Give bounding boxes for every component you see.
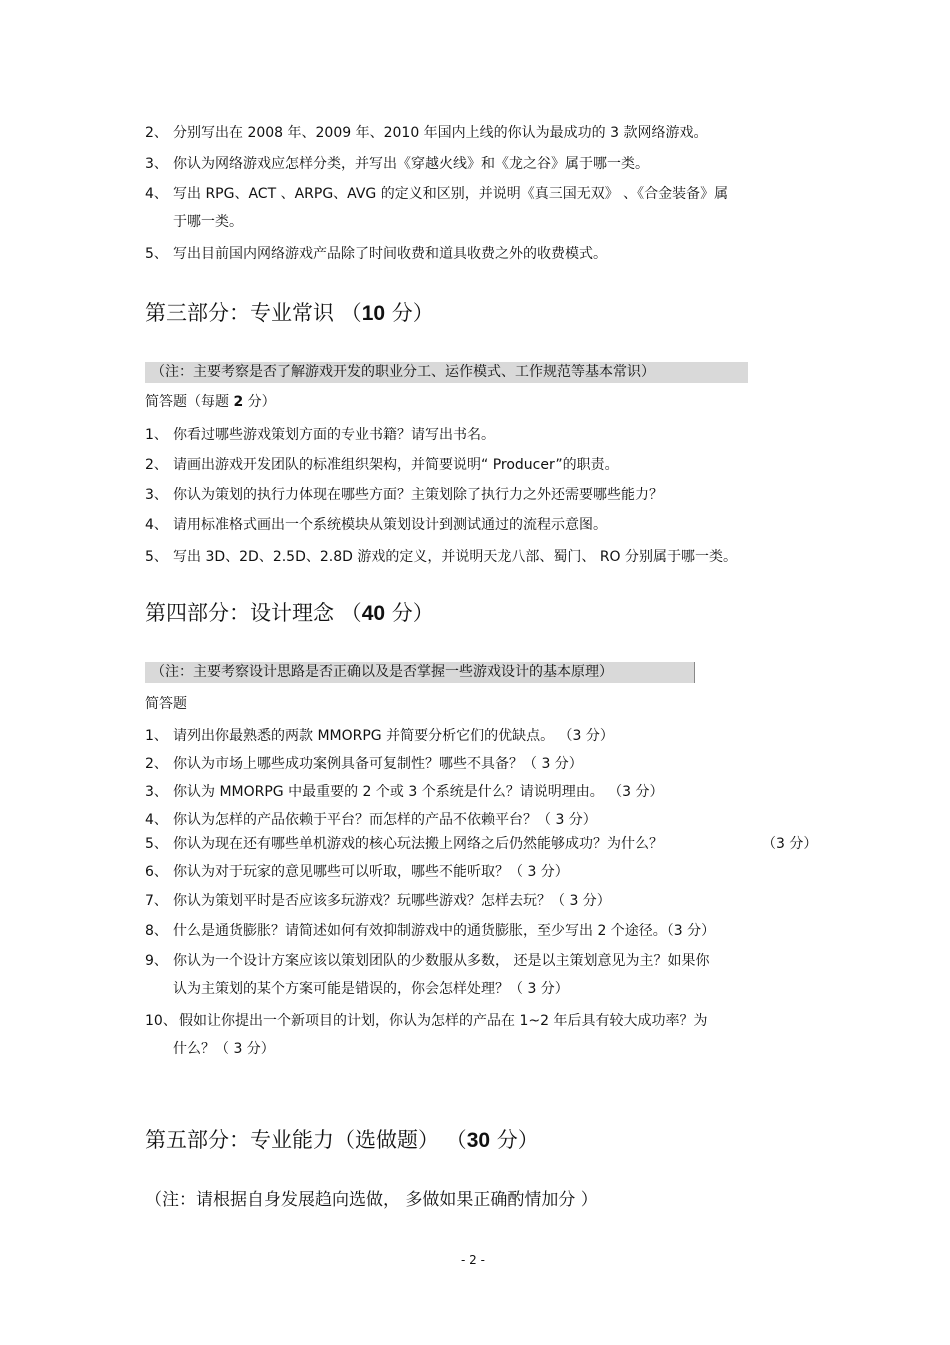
list-item: 3、 你认为 MMORPG 中最重要的 2 个或 3 个系统是什么？请说明理由。 （3 分）	[145, 784, 664, 800]
list-item: 5、 写出目前国内网络游戏产品除了时间收费和道具收费之外的收费模式。	[145, 246, 607, 262]
section-note: （注：主要考察是否了解游戏开发的职业分工、运作模式、工作规范等基本常识）	[145, 362, 748, 383]
list-item: 5、 写出 3D、2D、2.5D、2.8D 游戏的定义，并说明天龙八部、蜀门、 RO 分别属于哪一类。	[145, 549, 738, 565]
list-item: 4、 写出 RPG、ACT 、ARPG、AVG 的定义和区别，并说明《真三国无双》 、《合金装备》属	[145, 186, 729, 202]
list-item: 8、 什么是通货膨胀？请简述如何有效抑制游戏中的通货膨胀，至少写出 2 个途径。（3 分）	[145, 923, 716, 939]
section-subtitle: 简答题	[145, 696, 187, 712]
list-item: 10、 假如让你提出一个新项目的计划，你认为怎样的产品在 1~2 年后具有较大成功率？为	[145, 1013, 708, 1029]
list-item-continuation: 什么？（ 3 分）	[173, 1041, 275, 1057]
section-heading-part5: 第五部分：专业能力（选做题） （30 分）	[145, 1128, 539, 1152]
list-item: 4、 请用标准格式画出一个系统模块从策划设计到测试通过的流程示意图。	[145, 517, 607, 533]
section-note: （注：请根据自身发展趋向选做， 多做如果正确酌情加分 ）	[145, 1190, 598, 1210]
list-item: 6、 你认为对于玩家的意见哪些可以听取，哪些不能听取？（ 3 分）	[145, 864, 569, 880]
list-item: 2、 请画出游戏开发团队的标准组织架构，并简要说明“ Producer”的职责。	[145, 457, 619, 473]
list-item: 1、 请列出你最熟悉的两款 MMORPG 并简要分析它们的优缺点。 （3 分）	[145, 728, 614, 744]
list-item: 9、 你认为一个设计方案应该以策划团队的少数服从多数， 还是以主策划意见为主？如果你	[145, 953, 710, 969]
page-number: - 2 -	[461, 1253, 485, 1267]
list-item: 7、 你认为策划平时是否应该多玩游戏？玩哪些游戏？怎样去玩？（ 3 分）	[145, 893, 611, 909]
list-item: 4、 你认为怎样的产品依赖于平台？而怎样的产品不依赖平台？（ 3 分）	[145, 812, 597, 828]
item-score: （3 分）	[762, 836, 818, 852]
list-item: 5、 你认为现在还有哪些单机游戏的核心玩法搬上网络之后仍然能够成功？为什么？	[145, 836, 663, 852]
list-item: 1、 你看过哪些游戏策划方面的专业书籍？请写出书名。	[145, 427, 495, 443]
list-item: 2、 分别写出在 2008 年、2009 年、2010 年国内上线的你认为最成功的 3 款网络游戏。	[145, 125, 708, 141]
section-heading-part3: 第三部分：专业常识 （10 分）	[145, 301, 434, 325]
list-item: 2、 你认为市场上哪些成功案例具备可复制性？哪些不具备？（ 3 分）	[145, 756, 583, 772]
list-item: 3、 你认为策划的执行力体现在哪些方面？主策划除了执行力之外还需要哪些能力？	[145, 487, 663, 503]
section-note: （注：主要考察设计思路是否正确以及是否掌握一些游戏设计的基本原理）	[145, 662, 695, 683]
list-item-continuation: 于哪一类。	[173, 214, 243, 230]
list-item-continuation: 认为主策划的某个方案可能是错误的，你会怎样处理？（ 3 分）	[173, 981, 569, 997]
section-heading-part4: 第四部分：设计理念 （40 分）	[145, 601, 434, 625]
section-subtitle: 简答题（每题 2 分）	[145, 394, 276, 410]
list-item: 3、 你认为网络游戏应怎样分类，并写出《穿越火线》和《龙之谷》属于哪一类。	[145, 156, 649, 172]
